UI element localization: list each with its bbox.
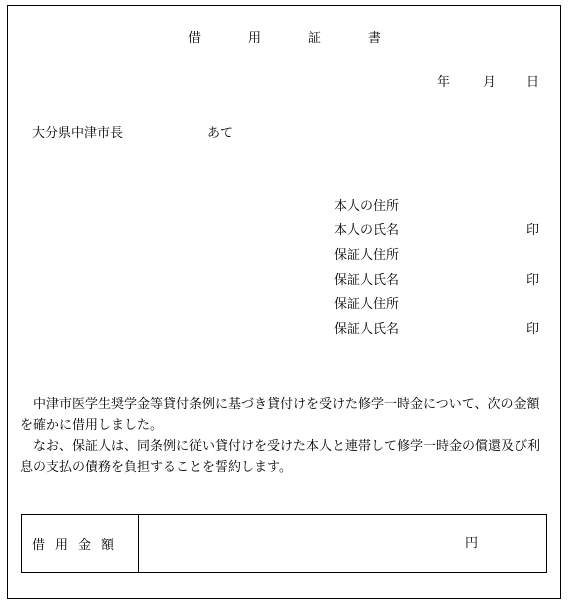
seal-mark: 印	[526, 223, 540, 238]
body-text	[20, 394, 552, 478]
party-label: 本人の住所	[334, 199, 400, 214]
title-char: 借	[187, 31, 201, 46]
amount-label-char: 金	[78, 538, 92, 553]
party-label: 保証人氏名	[334, 273, 400, 288]
amount-label	[22, 515, 139, 572]
amount-value-field[interactable]	[139, 515, 546, 572]
yen-unit: 円	[465, 536, 479, 551]
body-paragraph: なお、保証人は、同条例に従い貸付けを受けた本人と連帯して修学一時金の償還及び利息の支払の債務を負担することを誓約します。	[20, 439, 541, 475]
date-year: 年	[437, 75, 451, 90]
title-char: 用	[247, 31, 261, 46]
seal-mark: 印	[526, 273, 540, 288]
title-char: 書	[367, 31, 381, 46]
party-label: 保証人住所	[334, 248, 400, 263]
party-label: 保証人氏名	[334, 322, 400, 337]
amount-label-char: 用	[55, 538, 69, 553]
body-paragraph: 中津市医学生奨学金等貸付条例に基づき貸付けを受けた修学一時金について、次の金額を確かに借用しました。	[20, 397, 540, 433]
title-char: 証	[307, 31, 321, 46]
document-title	[0, 31, 569, 47]
party-label: 本人の氏名	[334, 223, 400, 238]
date-day: 日	[526, 75, 540, 90]
amount-label-char: 借	[32, 538, 46, 553]
document-frame	[7, 5, 561, 599]
amount-table	[21, 514, 547, 573]
amount-label-char: 額	[101, 538, 115, 553]
addressee-name: 大分県中津市長	[32, 126, 124, 141]
date-month: 月	[483, 75, 497, 90]
seal-mark: 印	[526, 322, 540, 337]
party-label: 保証人住所	[334, 297, 400, 312]
addressee-suffix: あて	[207, 126, 234, 141]
